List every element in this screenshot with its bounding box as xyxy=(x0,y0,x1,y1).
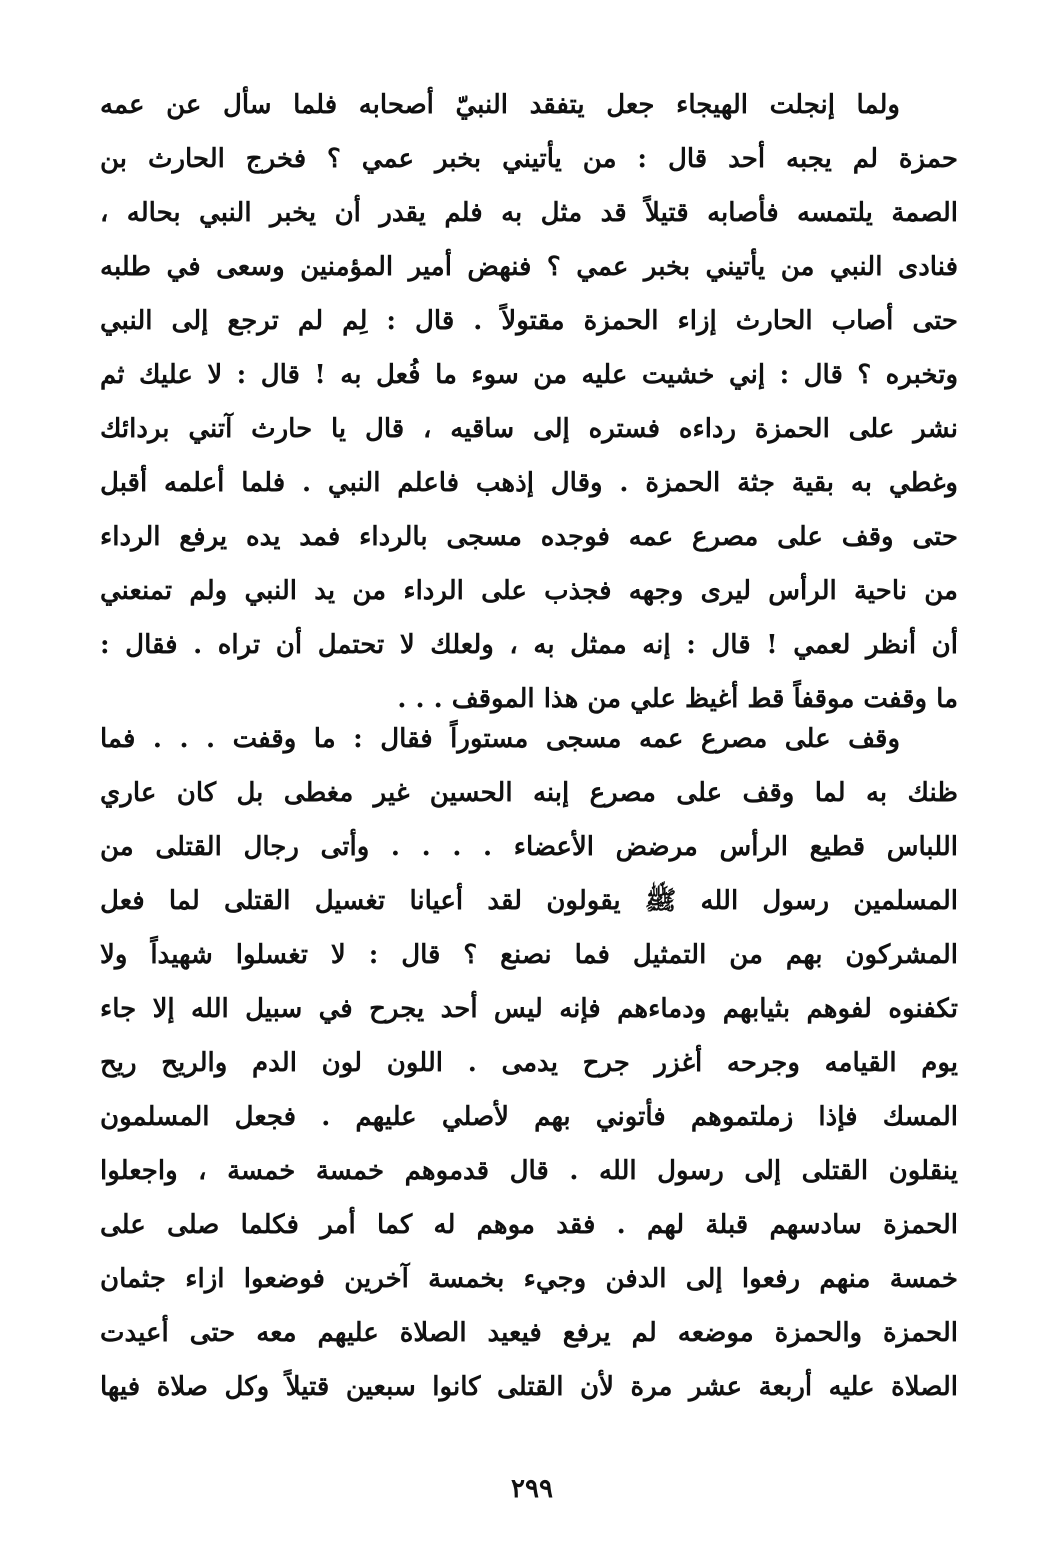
text-line: وقف على مصرع عمه مسجى مستوراً فقال : ما وقفت . . . فما xyxy=(100,724,900,754)
paragraph-1 xyxy=(100,78,958,726)
text-line: المشركون بهم من التمثيل فما نصنع ؟ قال : لا تغسلوا شهيداً ولا xyxy=(100,940,958,970)
text-line: ظنك به لما وقف على مصرع إبنه الحسين غير مغطى بل كان عاري xyxy=(100,778,958,808)
text-line: نشر على الحمزة رداءه فستره إلى ساقيه ، قال يا حارث آتني بردائك xyxy=(100,414,958,444)
text-line: حمزة لم يجبه أحد قال : من يأتيني بخبر عمي ؟ فخرج الحارث بن xyxy=(100,144,958,174)
text-line: الصلاة عليه أربعة عشر مرة لأن القتلى كانوا سبعين قتيلاً وكل صلاة فيها xyxy=(100,1372,958,1402)
paragraph-2 xyxy=(100,712,958,1414)
text-line: حتى وقف على مصرع عمه فوجده مسجى بالرداء فمد يده يرفع الرداء xyxy=(100,522,958,552)
text-line: المسلمين رسول الله ﷺ يقولون لقد أعيانا تغسيل القتلى لما فعل xyxy=(100,886,958,916)
text-line: أن أنظر لعمي ! قال : إنه ممثل به ، ولعلك لا تحتمل أن تراه . فقال : xyxy=(100,630,958,660)
page-number: ٢٩٩ xyxy=(511,1474,553,1504)
text-line: تكفنوه لفوهم بثيابهم ودماءهم فإنه ليس أحد يجرح في سبيل الله إلا جاء xyxy=(100,994,958,1024)
text-line: الصمة يلتمسه فأصابه قتيلاً قد مثل به فلم يقدر أن يخبر النبي بحاله ، xyxy=(100,198,958,228)
text-line: الحمزة سادسهم قبلة لهم . فقد موهم له كما أمر فكلما صلى على xyxy=(100,1210,958,1240)
text-line: اللباس قطيع الرأس مرضض الأعضاء . . . . وأتى رجال القتلى من xyxy=(100,832,958,862)
text-line: الحمزة والحمزة موضعه لم يرفع فيعيد الصلاة عليهم معه حتى أعيدت xyxy=(100,1318,958,1348)
text-line: من ناحية الرأس ليرى وجهه فجذب على الرداء من يد النبي ولم تمنعني xyxy=(100,576,958,606)
text-line: ما وقفت موقفاً قط أغيظ علي من هذا الموقف . . . xyxy=(397,684,958,714)
text-line: ينقلون القتلى إلى رسول الله . قال قدموهم خمسة خمسة ، واجعلوا xyxy=(100,1156,958,1186)
text-line: فنادى النبي من يأتيني بخبر عمي ؟ فنهض أمير المؤمنين وسعى في طلبه xyxy=(100,252,958,282)
text-line: المسك فإذا زملتموهم فأتوني بهم لأصلي عليهم . فجعل المسلمون xyxy=(100,1102,958,1132)
text-line: حتى أصاب الحارث إزاء الحمزة مقتولاً . قال : لِم لم ترجع إلى النبي xyxy=(100,306,958,336)
text-line: يوم القيامه وجرحه أغزر جرح يدمى . اللون لون الدم والريح ريح xyxy=(100,1048,958,1078)
text-line: وتخبره ؟ قال : إني خشيت عليه من سوء ما فُعل به ! قال : لا عليك ثم xyxy=(100,360,958,390)
text-line: ولما إنجلت الهيجاء جعل يتفقد النبيّ أصحابه فلما سأل عن عمه xyxy=(100,90,900,120)
text-line: خمسة منهم رفعوا إلى الدفن وجيء بخمسة آخرين فوضعوا ازاء جثمان xyxy=(100,1264,958,1294)
text-line: وغطي به بقية جثة الحمزة . وقال إذهب فاعلم النبي . فلما أعلمه أقبل xyxy=(100,468,958,498)
